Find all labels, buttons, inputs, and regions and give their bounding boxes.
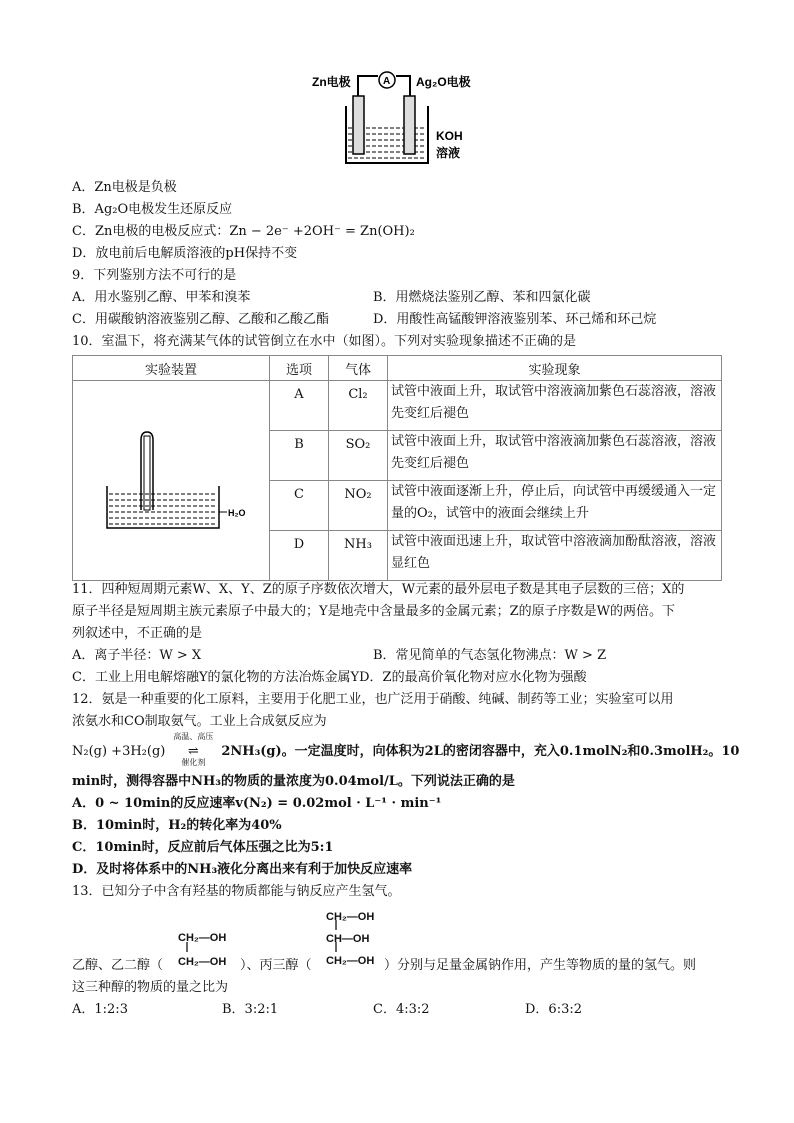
q12-stem-line-2: 浓氨水和CO制取氨气。工业上合成氨反应为 <box>72 714 327 729</box>
ethylene-glycol-bond <box>184 940 194 954</box>
zinc-silver-oxide-battery-figure <box>310 68 480 168</box>
ag2o-electrode <box>404 96 415 154</box>
table-header-row <box>73 356 722 381</box>
row-option: D <box>270 531 329 581</box>
row-phenomenon: 试管中液面上升，取试管中溶液滴加紫色石蕊溶液，溶液先变红后褪色 <box>388 381 722 431</box>
q13-option-c: C．4:3:2 <box>373 1002 430 1017</box>
q9-option-d: D．用酸性高锰酸钾溶液鉴别苯、环己烯和环己烷 <box>373 312 657 327</box>
q10-experiment-table <box>72 355 722 581</box>
condition-top: 高温、高压 <box>173 732 214 741</box>
q13-stem: 13．已知分子中含有羟基的物质都能与钠反应产生氢气。 <box>72 884 401 899</box>
q11-option-cd: C．工业上用电解熔融Y的氯化物的方法冶炼金属YD．Z的最高价氧化物对应水化物为强酸 <box>72 670 587 685</box>
q10-stem: 10．室温下，将充满某气体的试管倒立在水中（如图）。下列对实验现象描述不正确的是 <box>72 334 577 349</box>
q12-option-b: B．10min时，H₂的转化率为40% <box>72 818 282 833</box>
q12-option-a: A．0 ~ 10min的反应速率v(N₂) = 0.02mol · L⁻¹ · min⁻¹ <box>72 796 442 811</box>
row-option: C <box>270 481 329 531</box>
header-option: 选项 <box>270 356 329 381</box>
table-row <box>73 381 722 431</box>
equilibrium-arrow <box>165 732 221 767</box>
ag2o-electrode-label: Ag₂O电极 <box>416 75 471 89</box>
row-phenomenon: 试管中液面迅速上升，取试管中溶液滴加酚酞溶液，溶液显红色 <box>388 531 722 581</box>
q9-option-a: A．用水鉴别乙醇、甲苯和溴苯 <box>72 290 251 305</box>
q9-option-b: B．用燃烧法鉴别乙醇、苯和四氯化碳 <box>373 290 591 305</box>
q12-stem-line-4: min时，测得容器中NH₃的物质的量浓度为0.04mol/L。下列说法正确的是 <box>72 774 515 789</box>
q8-option-c: C．Zn电极的电极反应式：Zn − 2e⁻ +2OH⁻ = Zn(OH)₂ <box>72 224 415 239</box>
equation-rest: 2NH₃(g)。一定温度时，向体积为2L的密闭容器中，充入0.1molN₂和0.3molH₂。10 <box>221 744 740 759</box>
apparatus-cell <box>73 381 270 581</box>
q13-option-d: D．6:3:2 <box>525 1002 582 1017</box>
water-label: H₂O <box>228 507 246 518</box>
row-gas: NO₂ <box>329 481 388 531</box>
equilibrium-arrow-icon: ⇌ <box>187 744 199 759</box>
glycerol-line-1: CH₂—OH <box>326 911 375 923</box>
zn-electrode-label: Zn电极 <box>312 75 351 89</box>
condition-bottom: 催化剂 <box>181 758 206 767</box>
q13-seg-3: ）分别与足量金属钠作用，产生等物质的量的氢气。则 <box>384 958 697 973</box>
q13-seg-1: 乙醇、乙二醇（ <box>72 958 164 973</box>
glycerol-bonds <box>332 918 342 964</box>
header-apparatus: 实验装置 <box>73 356 270 381</box>
q13-option-a: A．1:2:3 <box>72 1002 128 1017</box>
equation-reactants: N₂(g) +3H₂(g) <box>72 744 166 759</box>
q8-option-b: B．Ag₂O电极发生还原反应 <box>72 202 233 217</box>
row-phenomenon: 试管中液面逐渐上升，停止后，向试管中再缓缓通入一定量的O₂，试管中的液面会继续上升 <box>388 481 722 531</box>
q11-option-b: B．常见简单的气态氢化物沸点：W > Z <box>373 648 607 663</box>
row-option: B <box>270 431 329 481</box>
ethylene-glycol-line-2: CH₂—OH <box>178 956 227 968</box>
header-gas: 气体 <box>329 356 388 381</box>
q11-option-a: A．离子半径：W > X <box>72 648 202 663</box>
ethylene-glycol-line-1: CH₂—OH <box>178 932 227 944</box>
q13-stem-line-2: 这三种醇的物质的量之比为 <box>72 980 229 995</box>
q11-stem-line-1: 11．四种短周期元素W、X、Y、Z的原子序数依次增大，W元素的最外层电子数是其电子层数的三倍；X的 <box>72 582 685 597</box>
inverted-test-tube-figure <box>101 426 251 536</box>
q8-option-d: D．放电前后电解质溶液的pH保持不变 <box>72 246 298 261</box>
ammeter-label: A <box>383 76 391 87</box>
q13-seg-2: ）、丙三醇（ <box>240 958 312 973</box>
row-gas: Cl₂ <box>329 381 388 431</box>
q13-option-b: B．3:2:1 <box>222 1002 279 1017</box>
row-option: A <box>270 381 329 431</box>
q12-equation-line <box>72 732 740 767</box>
zn-electrode <box>353 96 364 154</box>
glycerol-line-3: CH₂—OH <box>326 955 375 967</box>
koh-label: KOH <box>436 129 463 143</box>
solution-label: 溶液 <box>436 146 461 160</box>
q12-option-c: C．10min时，反应前后气体压强之比为5:1 <box>72 840 334 855</box>
row-gas: NH₃ <box>329 531 388 581</box>
q12-option-d: D．及时将体系中的NH₃液化分离出来有利于加快反应速率 <box>72 862 413 877</box>
q11-stem-line-2: 原子半径是短周期主族元素原子中最大的；Y是地壳中含量最多的金属元素；Z的原子序数是W的两倍。下 <box>72 604 675 619</box>
row-gas: SO₂ <box>329 431 388 481</box>
row-phenomenon: 试管中液面上升，取试管中溶液滴加紫色石蕊溶液，溶液先变红后褪色 <box>388 431 722 481</box>
header-phenomenon: 实验现象 <box>388 356 722 381</box>
q8-option-a: A．Zn电极是负极 <box>72 180 177 195</box>
q9-stem: 9．下列鉴别方法不可行的是 <box>72 268 237 283</box>
glycerol-line-2: CH—OH <box>326 933 370 945</box>
q11-stem-line-3: 列叙述中，不正确的是 <box>72 626 203 641</box>
q12-stem-line-1: 12．氨是一种重要的化工原料，主要用于化肥工业，也广泛用于硝酸、纯碱、制药等工业；实验室可以用 <box>72 692 674 707</box>
q9-option-c: C．用碳酸钠溶液鉴别乙醇、乙酸和乙酸乙酯 <box>72 312 329 327</box>
